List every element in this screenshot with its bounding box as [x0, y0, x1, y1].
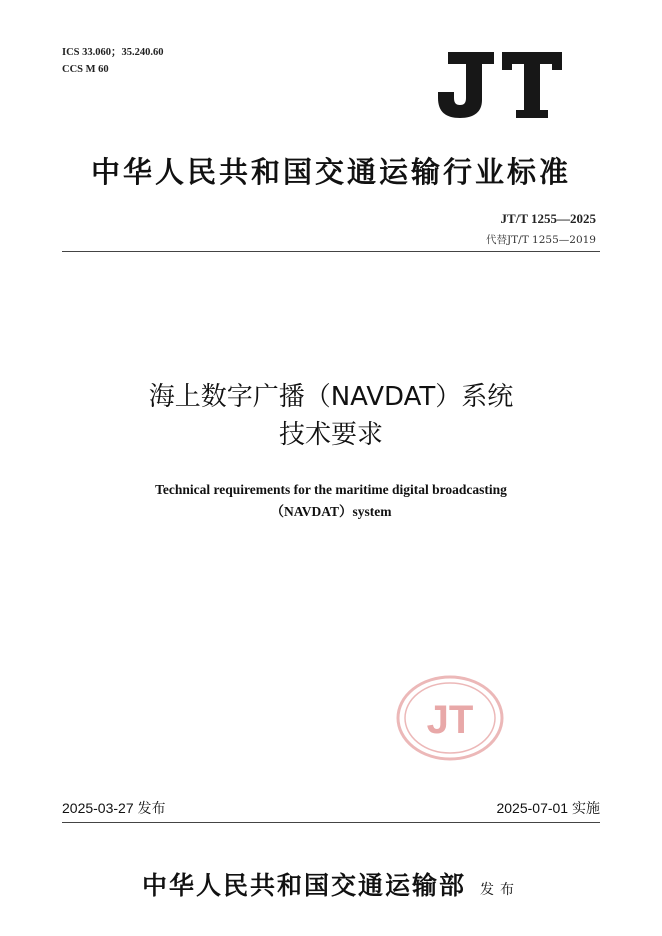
english-title-line1: Technical requirements for the maritime digital broadcasting	[155, 482, 507, 497]
ccs-code: CCS M 60	[62, 64, 109, 75]
classification-codes	[62, 44, 164, 78]
issue-date: 2025-03-27 发布	[62, 800, 166, 816]
standard-number: JT/T 1255—2025	[500, 211, 596, 226]
header-divider	[62, 251, 600, 252]
jt-watermark-seal	[396, 675, 504, 761]
jt-logo	[436, 48, 564, 120]
ics-code: ICS 33.060；35.240.60	[62, 47, 164, 58]
svg-text:JT: JT	[426, 698, 474, 742]
footer-divider	[62, 822, 600, 823]
issuer-action: 发布	[480, 882, 520, 898]
implementation-date: 2025-07-01 实施	[496, 800, 600, 816]
chinese-title-line1: 海上数字广播（NAVDAT）系统	[148, 382, 514, 412]
replaces-standard: 代替JT/T 1255—2019	[485, 234, 596, 246]
issuer	[0, 866, 662, 902]
english-title-line2: （NAVDAT）system	[270, 504, 392, 519]
chinese-title-line2: 技术要求	[278, 420, 383, 450]
issuer-name: 中华人民共和国交通运输部	[141, 871, 466, 900]
standard-category-title: 中华人民共和国交通运输行业标准	[90, 155, 571, 189]
